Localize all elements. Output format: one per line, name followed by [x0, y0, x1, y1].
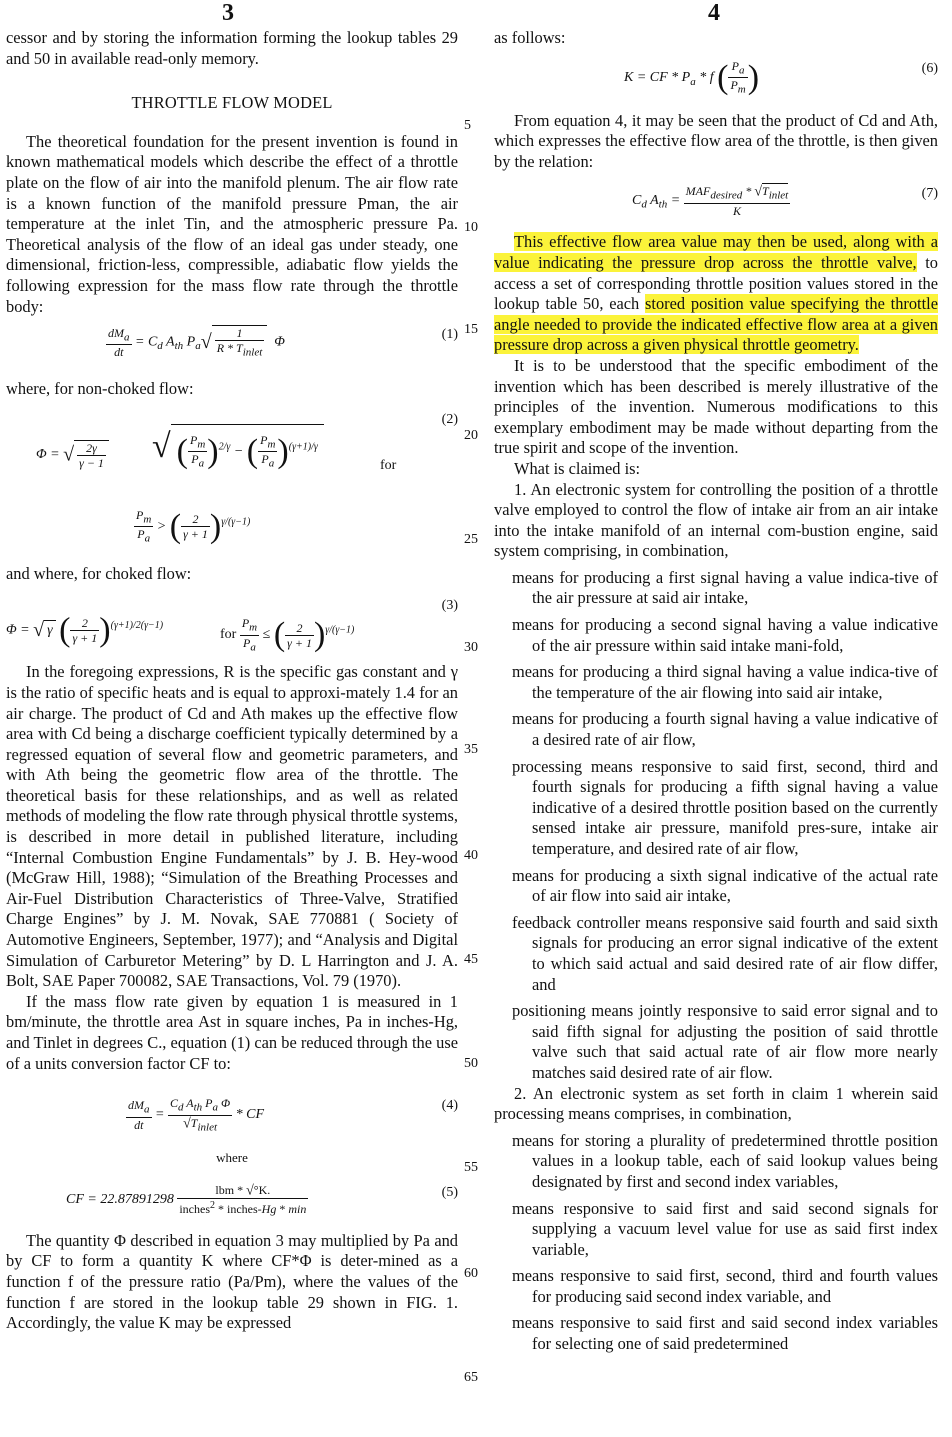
- line-number: 20: [464, 428, 478, 443]
- equation-1: dMa dt = $C_d$ $A_{th}$ $P_a√$ 1 R * Tinlet Φ (1): [108, 325, 458, 360]
- paragraph: cessor and by storing the information forming the lookup tables 29 and 50 in available read-only memory.: [6, 28, 458, 68]
- equation-number: (1): [441, 327, 458, 343]
- paragraph: It is to be understood that the specific embodiment of the invention which has been described is merely illustrative of the principles of the invention. Numerous modifications to this exemplary embodiment may be made without departing from the true spirit and scope of the invention.: [494, 355, 938, 458]
- equation-4: dMa dt = Cd Ath Pa Φ √Tinlet * CF (4): [128, 1096, 458, 1133]
- paragraph: The quantity Φ described in equation 3 may multiplied by Pa and by CF to form a quantity K where CF*Φ is deter-mined as a function f of the pressure ratio (Pa/Pm), where the values of the function f are stored in the lookup table 29 shown in FIG. 1. Accordingly, the value K may be expressed: [6, 1230, 458, 1333]
- equation-number: (6): [921, 60, 938, 76]
- equation-2: Φ = √ $\frac{2\gamma}{\gamma - 1}$ √ ( $\frac{Pm}{Pa}$ )$^{2/\gamma}$ − ( $\frac{Pm}{Pa}$ )$^{(\gamma+1)/\gamma}$ for $\frac{Pm}{Pa}$ > ( $\frac{2}{\gamma + 1}$ )$^{\gamma/(\gamma-1)}$ (2): [36, 411, 458, 545]
- page-number-left: 3: [222, 0, 234, 26]
- equation-number: (4): [441, 1098, 458, 1114]
- line-number: 30: [464, 640, 478, 655]
- line-number: 35: [464, 742, 478, 757]
- text-span: to access a set of corresponding throttle position values stored in the lookup table 50, each: [494, 252, 938, 314]
- equation-3: Φ = √ γ ( $\frac{2}{\gamma + 1}$ )$^{(\gamma+1)/2(\gamma-1)}$ for $\frac{Pm}{Pa}$ ≤ ( $\frac{2}{\gamma + 1}$ )$^{\gamma/(\gamma-1)}$ (3): [6, 598, 458, 654]
- paragraph: In the foregoing expressions, R is the specific gas constant and γ is the ratio of specific heats and is equal to approxi-mately 1.4 for an air charge. The product of Cd and Ath makes up the effective flow area with Cd being a discharge coefficient typically determined by a regressed equation of several flow and geometric parameters, and with Ath being the geometric flow area of the throttle. The theoretical basis for these relationships, and as well as related methods of modeling the flow rate through physical throttle systems, is described in more detail in published literature, including “Internal Combustion Engine Fundamentals” by J. B. Hey-wood (McGraw Hill, 1988); “Simulation of the Breathing Processes and Air-Fuel Distribution Characteristics of Three-Valve, Stratified Charge Engines” by J. M. Novak, SAE 770881 ( Society of Automotive Engineers, September, 1977); and “Analysis and Digital Simulation of Carburetor Metering” by D. L Harrington and J. A. Bolt, SAE Paper 700082, SAE Transactions, Vol. 79 (1970).: [6, 662, 458, 991]
- claim-2: 2. An electronic system as set forth in claim 1 wherein said processing means comprises, in combination,: [494, 1083, 938, 1124]
- paragraph-highlighted: [494, 232, 938, 356]
- claim-element: means responsive to said first and said second index variables for selecting one of said predetermined: [512, 1313, 938, 1354]
- claim-element: means for producing a third signal having a value indica-tive of the temperature of the air flowing into said air intake,: [512, 662, 938, 702]
- paragraph: If the mass flow rate given by equation 1 is measured in 1 bm/minute, the throttle area Ast in square inches, Pa in inches-Hg, and Tinlet in degrees C., equation (1) can be reduced through the use of a units conversion factor CF to:: [6, 991, 458, 1073]
- section-heading: THROTTLE FLOW MODEL: [131, 93, 333, 113]
- claim-1: 1. An electronic system for controlling the position of a throttle valve employed to control the flow of intake air from an air intake into the intake manifold of an internal com-bustion engine, said system comprising, in combination,: [494, 479, 938, 561]
- equation-for: for: [380, 457, 397, 473]
- equation-5: CF = 22.87891298 lbm * √°K. inches$^2$ * inches-Hg * min (5): [66, 1182, 458, 1217]
- line-number: 45: [464, 952, 478, 967]
- line-number: 55: [464, 1160, 478, 1175]
- claim-element: means for storing a plurality of predetermined throttle position values in a lookup table, each of said lookup values being designated by first and second index variables,: [512, 1130, 938, 1191]
- highlight: stored position value specifying the throttle angle needed to provide the indicated effective flow area at a given pressure drop across a given physical throttle geometry.: [494, 294, 938, 355]
- paragraph: and where, for choked flow:: [6, 563, 192, 583]
- line-number: 65: [464, 1370, 478, 1385]
- line-number: 5: [464, 118, 471, 133]
- claim-element: means responsive to said first and said second signals for supplying a vacuum level value for use as said first index variable,: [512, 1198, 938, 1259]
- paragraph: The theoretical foundation for the present invention is found in known mathematical models which describe the effect of a throttle plate on the flow of air into the manifold plenum. The air flow rate is a known function of the manifold pressure Pman, the air temperature at the inlet Tin, and the atmospheric pressure Pa. Theoretical analysis of the flow of an ideal gas under steady, one dimensional, friction-less, compressible, adiabatic flow yields the following expression for the mass flow rate through the throttle body:: [6, 131, 458, 316]
- paragraph: What is claimed is:: [514, 458, 641, 478]
- equation-number: (3): [441, 598, 458, 614]
- claim-element: means for producing a fourth signal having a value indicative of a desired rate of air flow,: [512, 709, 938, 750]
- equation-number: (7): [921, 186, 938, 202]
- line-number: 15: [464, 322, 478, 337]
- line-number: 10: [464, 220, 478, 235]
- equation-number: (5): [441, 1184, 458, 1200]
- claim-element: processing means responsive to said first, second, third and fourth signals for producing a fifth signal having a value indicative of a desired throttle position based on the currently sensed intake air pressure, manifold pres-sure, intake air temperature, and desired rate of air flow,: [512, 756, 938, 858]
- paragraph: where, for non-choked flow:: [6, 379, 194, 399]
- equation-number: (2): [441, 411, 458, 427]
- equation-for: for: [220, 627, 237, 643]
- equation-7: $C_d$ $A_{th}$ = MAFdesired * √Tinlet K (7): [632, 184, 938, 218]
- equation-6: K = CF * $P_a$ * f ( $\frac{Pa}{Pm}$ ) (6): [624, 58, 938, 96]
- line-number: 40: [464, 848, 478, 863]
- claim-element: feedback controller means responsive said fourth and said sixth signals for producing an error signal indicative of the extent to which said actual and said desired rate of air flow differ, and: [512, 912, 938, 994]
- highlight: This effective flow area value may then be used, along with a value indicating the pressure drop across the throttle valve,: [494, 232, 938, 272]
- page-number-right: 4: [708, 0, 720, 26]
- equation-where: where: [216, 1150, 248, 1166]
- claim-element: means for producing a first signal having a value indica-tive of the air pressure at said air intake,: [512, 567, 938, 608]
- claim-element: means responsive to said first, second, third and fourth values for producing said second index variable, and: [512, 1266, 938, 1306]
- line-number: 50: [464, 1056, 478, 1071]
- equation-constant: CF = 22.87891298: [66, 1191, 174, 1207]
- line-number: 60: [464, 1266, 478, 1281]
- paragraph: From equation 4, it may be seen that the product of Cd and Ath, which expresses the effective flow area of the throttle, is then given by the relation:: [494, 110, 938, 171]
- claim-element: means for producing a second signal having a value indicative of the air pressure within said intake mani-fold,: [512, 615, 938, 655]
- claim-element: means for producing a sixth signal indicative of the actual rate of air flow into said air intake,: [512, 865, 938, 906]
- right-column: [494, 28, 938, 1355]
- left-column: [6, 28, 458, 1334]
- claim-element: positioning means jointly responsive to said error signal and to said fifth signal for adjusting the position of said throttle valve such that said actual rate of air flow more nearly matches said desired rate of air flow.: [512, 1001, 938, 1082]
- paragraph: as follows:: [494, 28, 566, 47]
- line-number: 25: [464, 532, 478, 547]
